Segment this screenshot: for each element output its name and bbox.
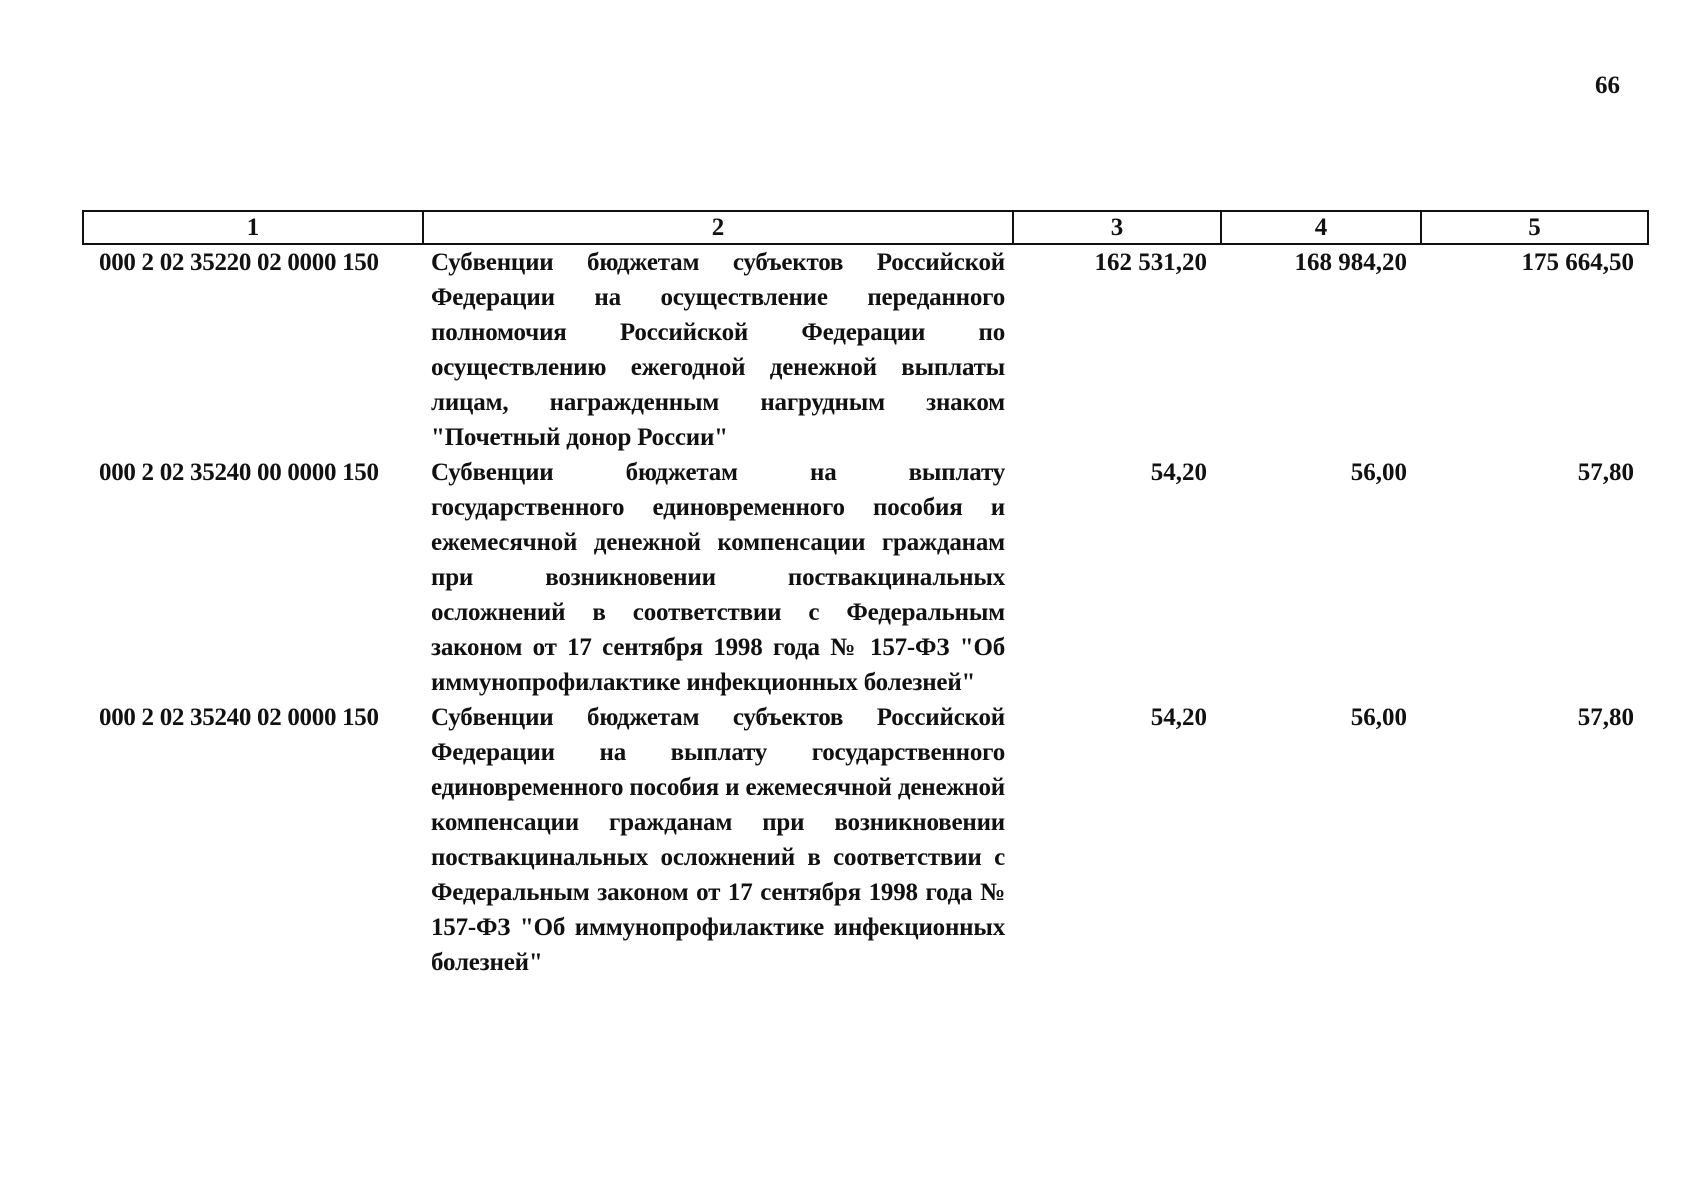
table-row [83, 244, 1648, 455]
row-code: 000 2 02 35220 02 0000 150 [99, 249, 379, 276]
row-description: Субвенции бюджетам субъектов Российской Федерации на осуществление переданного полномочия Российской Федерации по осуществлению ежегодной денежной выплаты лицам, награжденным нагрудным знаком "Почетный донор России" [431, 249, 1005, 451]
table-row [83, 700, 1648, 980]
column-header-3: 3 [1013, 211, 1221, 244]
row-code: 000 2 02 35240 00 0000 150 [99, 459, 379, 486]
column-header-2: 2 [423, 211, 1013, 244]
row-value-col3: 54,20 [1150, 704, 1207, 731]
row-value-col5: 57,80 [1577, 704, 1634, 731]
row-description: Субвенции бюджетам на выплату государственного единовременного пособия и ежемесячной денежной компенсации гражданам при возникновении поствакцинальных осложнений в соответствии с Федеральным законом от 17 сентября 1998 года № 157-ФЗ "Об иммунопрофилактике инфекционных болезней" [431, 459, 1005, 696]
row-value-col5: 57,80 [1577, 459, 1634, 486]
row-value-col5: 175 664,50 [1521, 249, 1634, 276]
table-row [83, 455, 1648, 700]
row-value-col3: 54,20 [1150, 459, 1207, 486]
row-value-col4: 56,00 [1350, 459, 1407, 486]
page-number: 66 [1595, 72, 1620, 99]
row-description: Субвенции бюджетам субъектов Российской Федерации на выплату государственного единовременного пособия и ежемесячной денежной компенсации гражданам при возникновении поствакцинальных осложнений в соответствии с Федеральным законом от 17 сентября 1998 года № 157-ФЗ "Об иммунопрофилактике инфекционных болезней" [431, 704, 1005, 976]
row-value-col4: 56,00 [1350, 704, 1407, 731]
table-header-row [83, 211, 1648, 244]
column-header-4: 4 [1221, 211, 1421, 244]
column-header-1: 1 [83, 211, 423, 244]
column-header-5: 5 [1421, 211, 1648, 244]
row-value-col4: 168 984,20 [1294, 249, 1407, 276]
row-code: 000 2 02 35240 02 0000 150 [99, 704, 379, 731]
budget-table [82, 210, 1649, 980]
row-value-col3: 162 531,20 [1094, 249, 1207, 276]
